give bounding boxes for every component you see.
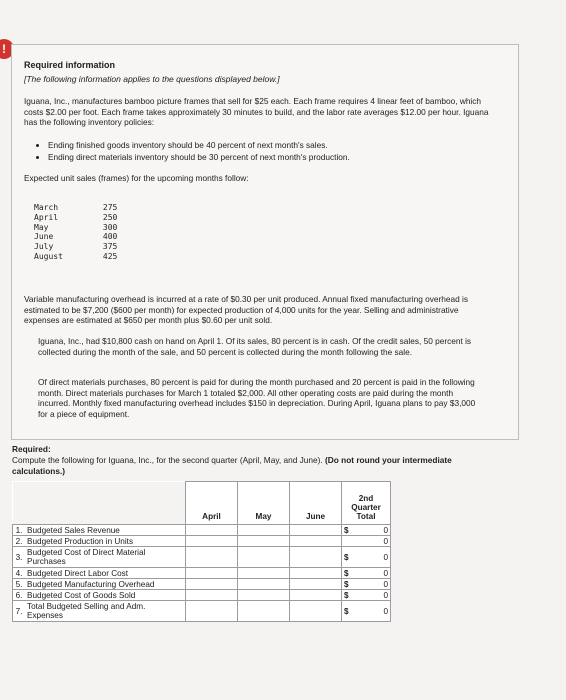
required-information-panel [11, 44, 519, 440]
quarter-total [342, 536, 391, 547]
policy-item: • Ending finished goods inventory should be 40 percent of next month's sales. [48, 140, 350, 152]
row-label: Budgeted Sales Revenue [25, 525, 186, 536]
total-value: 0 [383, 568, 388, 578]
required-text [12, 455, 502, 476]
row-number: 4. [13, 568, 26, 579]
april-input[interactable] [186, 568, 238, 579]
required-instructions: Compute the following for Iguana, Inc., for the second quarter (April, May, and June). [12, 455, 323, 465]
april-input[interactable] [186, 525, 238, 536]
dollar-sign: $ [344, 590, 349, 600]
sales-month: July [34, 242, 54, 252]
quarter-total [342, 601, 391, 622]
required-note: (Do not round your intermediate calculations.) [12, 455, 452, 476]
info-subtitle: [The following information applies to the questions displayed below.] [24, 74, 280, 84]
sales-month: June [34, 232, 54, 242]
sales-month: May [34, 222, 49, 232]
june-input[interactable] [290, 601, 342, 622]
blank-header [13, 482, 186, 525]
total-value: 0 [383, 590, 388, 600]
dollar-sign: $ [344, 568, 349, 578]
row-label: Budgeted Direct Labor Cost [25, 568, 186, 579]
table-row [13, 568, 391, 579]
june-input[interactable] [290, 579, 342, 590]
june-input[interactable] [290, 568, 342, 579]
total-value: 0 [383, 552, 388, 562]
sales-month: August [34, 251, 63, 261]
header-june: June [290, 482, 342, 525]
intro-paragraph: Iguana, Inc., manufactures bamboo picture frames that sell for $25 each. Each frame requires 4 linear feet of bamboo, which costs $2.00 per foot. Each frame takes approximately 30 minutes to build, and the labor rate averages $12.00 per hour. Iguana has the following inventory policies: [24, 96, 489, 127]
policy-list [38, 140, 350, 163]
quarter-total [342, 525, 391, 536]
table-row [13, 601, 391, 622]
may-input[interactable] [238, 547, 290, 568]
sales-intro: Expected unit sales (frames) for the upcoming months follow: [24, 173, 249, 183]
april-input[interactable] [186, 536, 238, 547]
june-input[interactable] [290, 536, 342, 547]
may-input[interactable] [238, 590, 290, 601]
sales-row [34, 223, 117, 233]
april-input[interactable] [186, 579, 238, 590]
table-row [13, 547, 391, 568]
table-row [13, 525, 391, 536]
quarter-total [342, 590, 391, 601]
april-input[interactable] [186, 601, 238, 622]
purchases-paragraph: Of direct materials purchases, 80 percent is paid for during the month purchased and 20 percent is paid in the following month. Direct materials purchases for March 1 totaled $2,000. All other operating costs are paid during the month incurred. Monthly fixed manufacturing overhead includes $150 in depreciation. During April, Iguana plans to pay $3,000 for a piece of equipment. [38, 377, 476, 419]
row-label: Budgeted Production in Units [25, 536, 186, 547]
april-input[interactable] [186, 547, 238, 568]
sales-units: 425 [102, 251, 118, 261]
quarter-total [342, 547, 391, 568]
dollar-sign: $ [344, 525, 349, 535]
may-input[interactable] [238, 525, 290, 536]
header-quarter-total: 2nd Quarter Total [342, 482, 391, 525]
budget-answer-table [12, 481, 391, 622]
quarter-total [342, 579, 391, 590]
sales-month: March [34, 203, 59, 212]
total-value: 0 [383, 579, 388, 589]
row-number: 7. [13, 601, 26, 622]
row-number: 1. [13, 525, 26, 536]
row-number: 6. [13, 590, 26, 601]
row-number: 5. [13, 579, 26, 590]
info-title: Required information [24, 60, 116, 70]
overhead-paragraph: Variable manufacturing overhead is incurred at a rate of $0.30 per unit produced. Annual fixed manufacturing overhead is estimated to be $7,200 ($600 per month) for expected production of 4,000 units for the year. Selling and administrative expenses are estimated at $650 per month plus $0.60 per unit sold. [24, 294, 469, 325]
row-label: Total Budgeted Selling and Adm. Expenses [25, 601, 186, 622]
alert-icon: ! [0, 39, 14, 59]
sales-row [34, 213, 117, 223]
header-may: May [238, 482, 290, 525]
sales-units: 275 [102, 203, 118, 212]
june-input[interactable] [290, 590, 342, 601]
sales-row [34, 203, 117, 213]
sales-units: 250 [102, 212, 118, 222]
table-row [13, 536, 391, 547]
table-row [13, 579, 391, 590]
policy-item: • Ending direct materials inventory should be 30 percent of next month's production. [48, 152, 350, 164]
sales-row [34, 242, 117, 252]
quarter-total [342, 568, 391, 579]
may-input[interactable] [238, 536, 290, 547]
dollar-sign: $ [344, 606, 349, 616]
sales-units: 400 [102, 232, 118, 242]
cash-paragraph: Iguana, Inc., had $10,800 cash on hand on April 1. Of its sales, 80 percent is in cash. Of the credit sales, 50 percent is collected during the month of the sale, and 50 percent is collected during the month following the sale. [38, 336, 472, 357]
may-input[interactable] [238, 579, 290, 590]
april-input[interactable] [186, 590, 238, 601]
header-april: April [186, 482, 238, 525]
sales-units: 375 [102, 242, 118, 252]
dollar-sign: $ [344, 552, 349, 562]
sales-month: April [34, 212, 59, 222]
may-input[interactable] [238, 568, 290, 579]
may-input[interactable] [238, 601, 290, 622]
row-label: Budgeted Cost of Goods Sold [25, 590, 186, 601]
sales-row [34, 232, 117, 242]
row-number: 3. [13, 547, 26, 568]
row-label: Budgeted Manufacturing Overhead [25, 579, 186, 590]
dollar-sign: $ [344, 579, 349, 589]
june-input[interactable] [290, 525, 342, 536]
sales-row [34, 252, 117, 262]
row-number: 2. [13, 536, 26, 547]
row-label: Budgeted Cost of Direct Material Purchases [25, 547, 186, 568]
table-row [13, 590, 391, 601]
required-heading: Required: [12, 444, 51, 454]
total-value: 0 [383, 525, 388, 535]
sales-units: 300 [102, 222, 118, 232]
total-value: 0 [383, 606, 388, 616]
june-input[interactable] [290, 547, 342, 568]
total-value: 0 [383, 536, 388, 546]
expected-sales-table [34, 203, 117, 262]
